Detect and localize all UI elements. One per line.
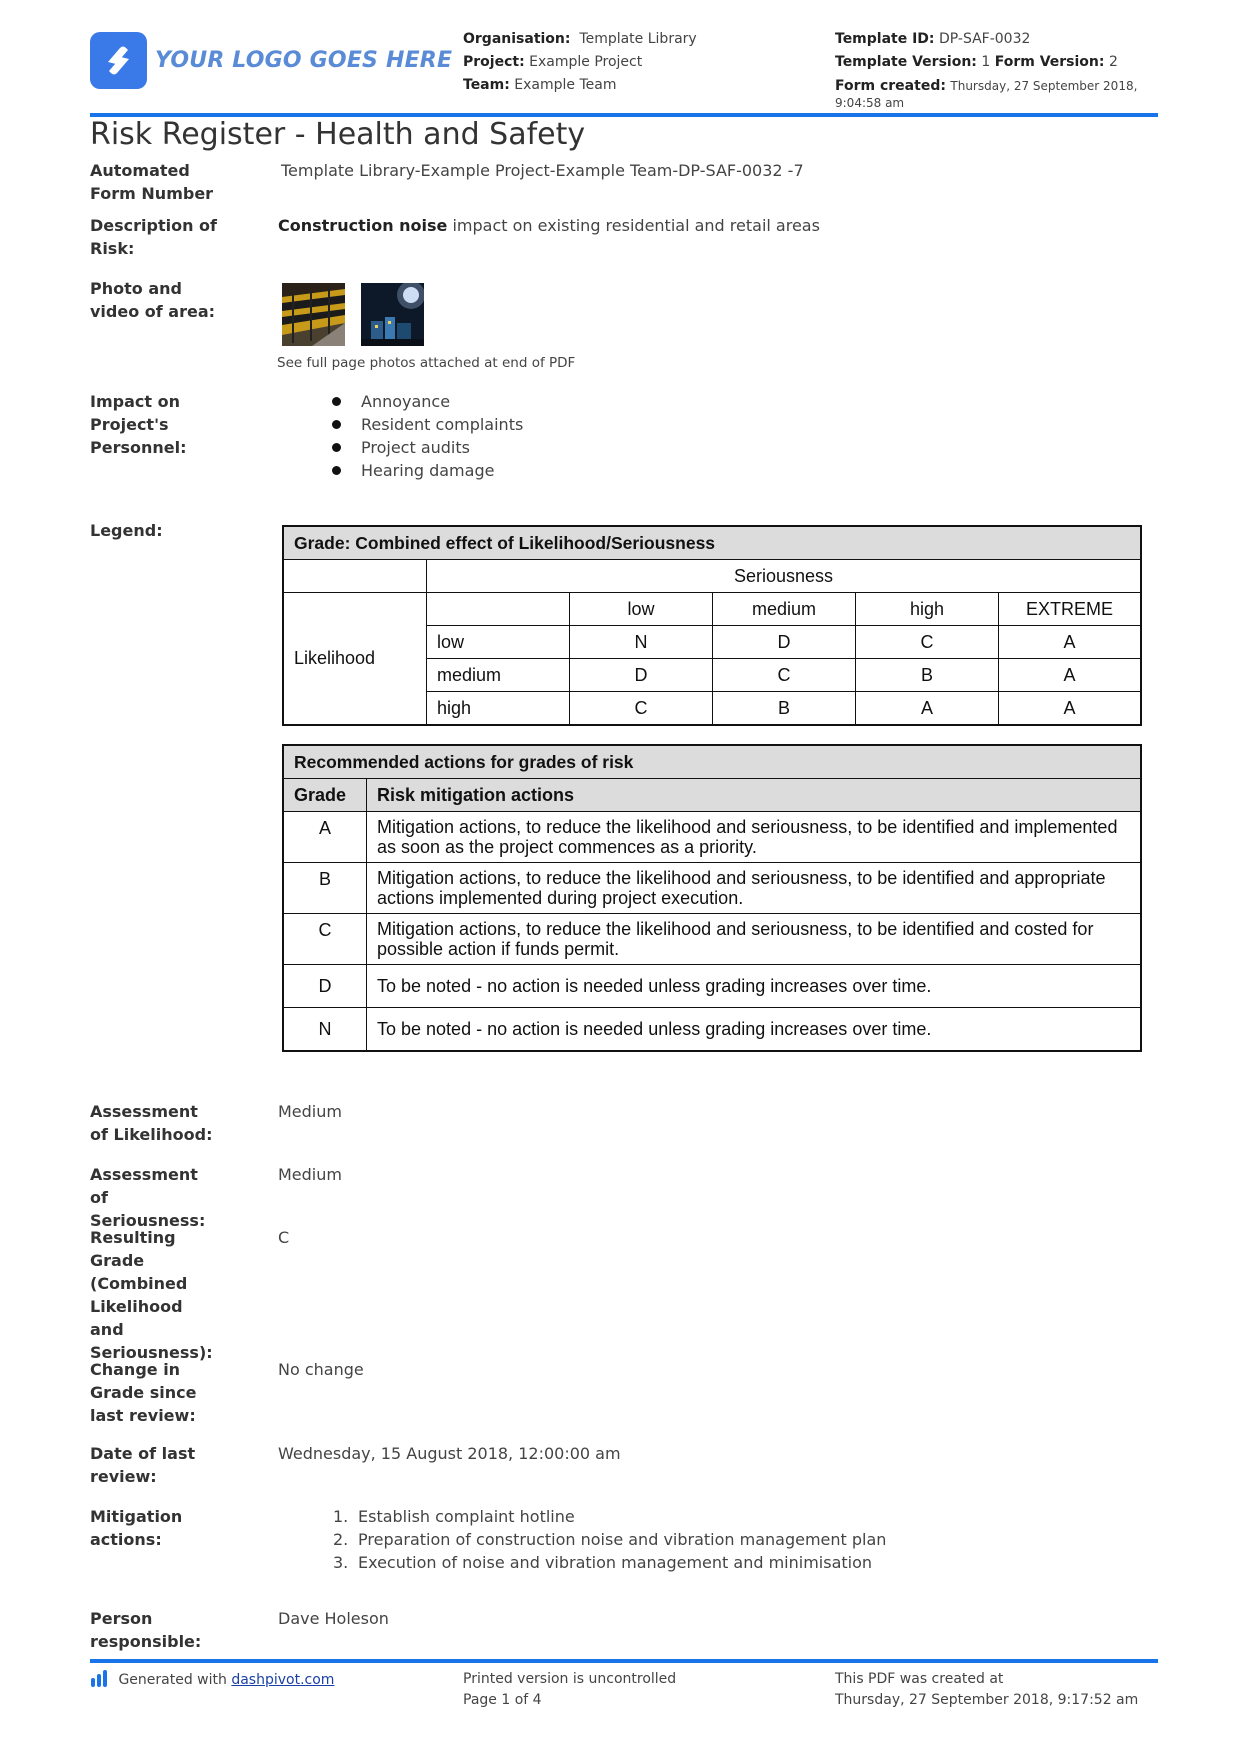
form-number-value: Template Library-Example Project-Example Team-DP-SAF-0032 -7 — [281, 161, 804, 180]
grade-change-label: Change in Grade since last review: — [90, 1360, 197, 1425]
review-date-value: Wednesday, 15 August 2018, 12:00:00 am — [278, 1444, 621, 1463]
grade-cell: A — [856, 692, 999, 726]
list-item: Hearing damage — [326, 459, 523, 482]
grade-cell: A — [999, 626, 1142, 659]
grade-cell: N — [283, 1008, 367, 1052]
grade-cell: B — [713, 692, 856, 726]
grade-cell: D — [713, 626, 856, 659]
grade-cell: C — [283, 914, 367, 965]
pdf-created: This PDF was created at Thursday, 27 September 2018, 9:17:52 am — [835, 1671, 1139, 1708]
list-item: 3. Execution of noise and vibration management and minimisation — [333, 1553, 873, 1572]
grade-cell: C — [856, 626, 999, 659]
dashpivot-icon — [90, 1669, 114, 1687]
col-header: high — [856, 593, 999, 626]
seriousness-assessment-value: Medium — [278, 1165, 342, 1184]
col-header: Risk mitigation actions — [367, 779, 1142, 812]
print-info: Printed version is uncontrolled Page 1 of 4 — [463, 1669, 676, 1711]
grade-change-value: No change — [278, 1360, 364, 1379]
photo-label: Photo and video of area: — [90, 279, 216, 321]
table-row — [283, 965, 1141, 1008]
review-date-label: Date of last review: — [90, 1444, 196, 1486]
likelihood-assessment-value: Medium — [278, 1102, 342, 1121]
generated-with: Generated with dashpivot.com — [90, 1669, 334, 1691]
logo-icon — [90, 32, 147, 89]
table-row — [283, 863, 1141, 914]
impact-list — [326, 390, 523, 482]
grade-cell: N — [570, 626, 713, 659]
template-info: Template ID: DP-SAF-0032 Template Version: 1 Form Version: 2 Form created: Thursday, 27 September 2018, 9:04:58 am — [835, 31, 1138, 110]
likelihood-assessment-label: Assessment of Likelihood: — [90, 1102, 213, 1144]
grade-cell: C — [713, 659, 856, 692]
page-number: Page 1 of 4 — [463, 1692, 542, 1708]
photo-caption: See full page photos attached at end of PDF — [277, 355, 576, 371]
form-number-label: Automated Form Number — [90, 161, 214, 203]
action-cell: To be noted - no action is needed unless grading increases over time. — [367, 1008, 1142, 1052]
table-row — [283, 914, 1141, 965]
actions-table-title: Recommended actions for grades of risk — [283, 745, 1141, 779]
list-item: Annoyance — [326, 390, 523, 413]
description-label: Description of Risk: — [90, 216, 218, 258]
company-logo — [90, 32, 147, 89]
row-header: low — [427, 626, 570, 659]
grade-cell: D — [283, 965, 367, 1008]
col-header: low — [570, 593, 713, 626]
page-title: Risk Register - Health and Safety — [90, 117, 586, 152]
mitigation-list — [333, 1505, 886, 1574]
list-item: 1. Establish complaint hotline — [333, 1507, 575, 1526]
col-header: Grade — [283, 779, 367, 812]
logo-text: YOUR LOGO GOES HERE — [155, 48, 453, 73]
grade-cell: B — [856, 659, 999, 692]
action-cell: To be noted - no action is needed unless grading increases over time. — [367, 965, 1142, 1008]
org-info: Organisation: Template Library Project: Example Project Team: Example Team — [463, 31, 697, 93]
actions-table — [282, 744, 1142, 1052]
dashpivot-link[interactable]: dashpivot.com — [231, 1672, 335, 1688]
action-cell: Mitigation actions, to reduce the likelihood and seriousness, to be identified and appropriate actions implemented during project execution. — [367, 863, 1142, 914]
row-header: high — [427, 692, 570, 726]
grade-cell: A — [283, 812, 367, 863]
grade-cell: D — [570, 659, 713, 692]
table-row — [283, 812, 1141, 863]
seriousness-assessment-label: Assessment of Seriousness: — [90, 1165, 206, 1230]
col-header: EXTREME — [999, 593, 1142, 626]
legend-label: Legend: — [90, 521, 163, 540]
grade-matrix-title: Grade: Combined effect of Likelihood/Seriousness — [283, 526, 1141, 560]
resulting-grade-value: C — [278, 1228, 290, 1247]
impact-label: Impact on Project's Personnel: — [90, 392, 187, 457]
seriousness-header: Seriousness — [427, 560, 1142, 593]
grade-cell: B — [283, 863, 367, 914]
action-cell: Mitigation actions, to reduce the likelihood and seriousness, to be identified and costed for possible action if funds permit. — [367, 914, 1142, 965]
description-value: Construction noise impact on existing residential and retail areas — [278, 216, 820, 235]
mitigation-label: Mitigation actions: — [90, 1507, 183, 1549]
list-item: 2. Preparation of construction noise and vibration management plan — [333, 1530, 887, 1549]
list-item: Project audits — [326, 436, 523, 459]
grade-matrix-table — [282, 525, 1142, 726]
table-row — [283, 1008, 1141, 1052]
list-item: Resident complaints — [326, 413, 523, 436]
action-cell: Mitigation actions, to reduce the likelihood and seriousness, to be identified and implemented as soon as the project commences as a priority. — [367, 812, 1142, 863]
likelihood-header: Likelihood — [283, 593, 427, 726]
photo-thumbnail-2[interactable] — [361, 283, 424, 350]
footer-divider — [90, 1659, 1158, 1663]
grade-cell: A — [999, 659, 1142, 692]
photo-thumbnail-1[interactable] — [282, 283, 345, 350]
grade-cell: C — [570, 692, 713, 726]
row-header: medium — [427, 659, 570, 692]
col-header: medium — [713, 593, 856, 626]
resulting-grade-label: Resulting Grade (Combined Likelihood and Seriousness): — [90, 1228, 213, 1362]
person-responsible-value: Dave Holeson — [278, 1609, 389, 1628]
grade-cell: A — [999, 692, 1142, 726]
person-responsible-label: Person responsible: — [90, 1609, 202, 1651]
